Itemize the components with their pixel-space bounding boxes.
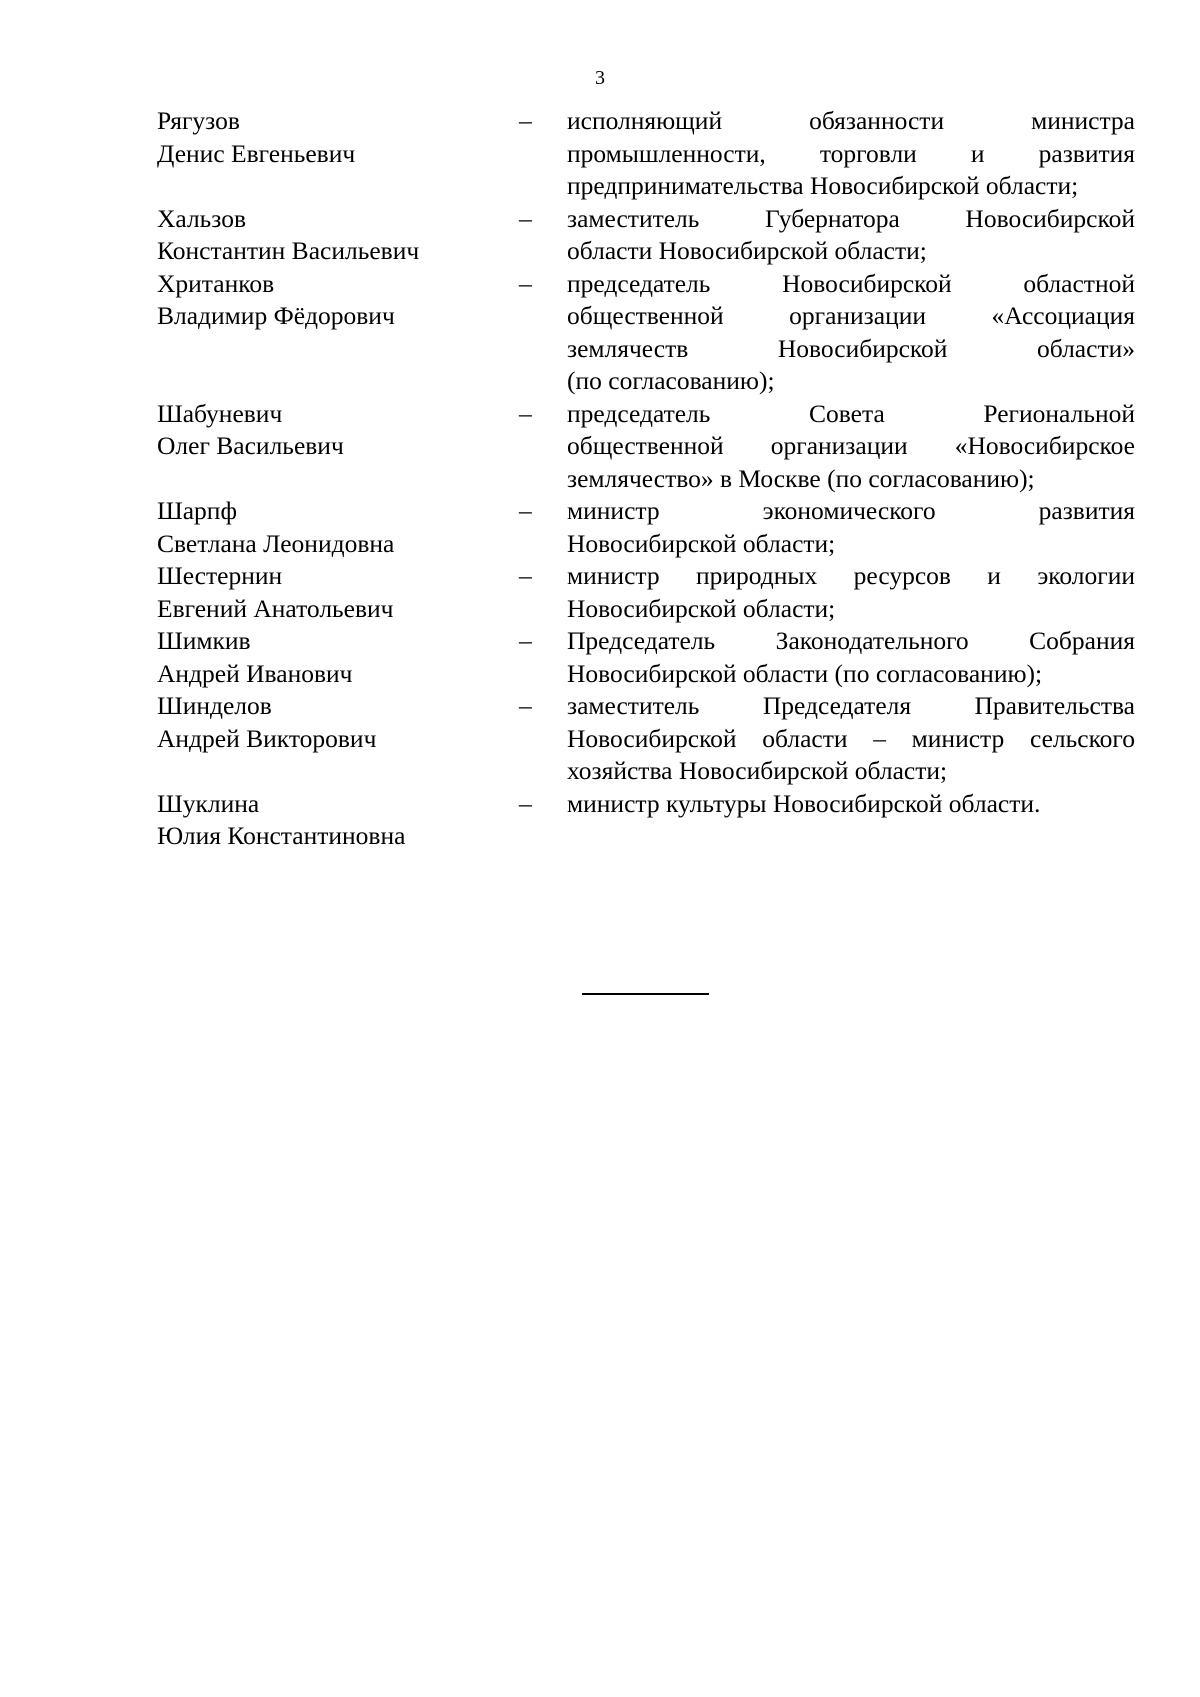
- member-dash: –: [519, 626, 532, 655]
- member-dash: –: [519, 561, 532, 590]
- member-role: [567, 203, 1135, 268]
- member-given-names: Андрей Иванович: [157, 658, 353, 688]
- member-entry: [0, 268, 1200, 398]
- member-role-line: министр культуры Новосибирской области.: [567, 788, 1041, 818]
- member-role-line: исполняющий обязанности министра: [567, 106, 1135, 135]
- member-surname: Рягузов: [157, 106, 240, 135]
- member-role-line: заместитель Председателя Правительства: [567, 691, 1135, 720]
- member-role: [567, 788, 1135, 821]
- member-dash: –: [519, 398, 532, 428]
- member-dash: –: [519, 203, 532, 233]
- member-entry: [0, 788, 1200, 850]
- member-role: [567, 690, 1135, 788]
- member-entry: [0, 203, 1200, 268]
- member-dash: –: [519, 106, 532, 135]
- member-entry: [0, 690, 1200, 788]
- member-surname: Шимкив: [157, 626, 251, 655]
- member-surname: Хританков: [157, 268, 275, 298]
- member-name: [157, 788, 487, 853]
- member-role-line: предпринимательства Новосибирской области;: [567, 171, 1079, 200]
- member-name: [157, 203, 487, 268]
- member-given-names: Светлана Леонидовна: [157, 528, 395, 558]
- member-role-line: Председатель Законодательного Собрания: [567, 626, 1135, 655]
- member-entry: [0, 495, 1200, 560]
- member-role-line: Новосибирской области (по согласованию);: [567, 658, 1043, 688]
- member-role-line: (по согласованию);: [567, 366, 775, 395]
- member-given-names: Константин Васильевич: [157, 236, 420, 265]
- member-given-names: Евгений Анатольевич: [157, 593, 394, 623]
- member-role-line: общественной организации «Ассоциация: [567, 301, 1135, 330]
- member-name: [157, 560, 487, 625]
- member-surname: Шабуневич: [157, 398, 283, 428]
- member-surname: Хальзов: [157, 203, 247, 233]
- member-entry: [0, 398, 1200, 496]
- member-name: [157, 105, 487, 170]
- member-role-line: Новосибирской области;: [567, 528, 836, 558]
- member-dash: –: [519, 788, 532, 818]
- member-given-names: Андрей Викторович: [157, 723, 377, 753]
- member-role-line: хозяйства Новосибирской области;: [567, 756, 948, 785]
- member-role-line: заместитель Губернатора Новосибирской: [567, 203, 1135, 233]
- member-name: [157, 690, 487, 755]
- member-role-line: Новосибирской области;: [567, 593, 836, 623]
- member-role: [567, 560, 1135, 625]
- member-role-line: области Новосибирской области;: [567, 236, 927, 265]
- member-given-names: Юлия Константиновна: [157, 821, 406, 850]
- member-role: [567, 495, 1135, 560]
- member-role: [567, 398, 1135, 496]
- member-role: [567, 105, 1135, 203]
- member-role-line: землячеств Новосибирской области»: [567, 333, 1135, 363]
- member-entry: [0, 105, 1200, 203]
- member-dash: –: [519, 268, 532, 298]
- member-role: [567, 268, 1135, 398]
- member-surname: Шуклина: [157, 788, 260, 818]
- member-name: [157, 625, 487, 690]
- member-role-line: председатель Совета Региональной: [567, 398, 1135, 428]
- member-surname: Шинделов: [157, 691, 272, 720]
- member-role-line: Новосибирской области – министр сельского: [567, 723, 1135, 753]
- member-entry: [0, 625, 1200, 690]
- member-given-names: Денис Евгеньевич: [157, 138, 356, 168]
- members-list: [0, 105, 1200, 850]
- end-divider: [582, 993, 709, 995]
- member-name: [157, 495, 487, 560]
- member-role-line: землячество» в Москве (по согласованию);: [567, 463, 1035, 493]
- member-role-line: министр природных ресурсов и экологии: [567, 561, 1135, 590]
- member-given-names: Владимир Фёдорович: [157, 301, 395, 330]
- member-surname: Шестернин: [157, 561, 283, 590]
- member-role: [567, 625, 1135, 690]
- member-role-line: министр экономического развития: [567, 496, 1135, 525]
- page-number: 3: [595, 67, 605, 89]
- member-name: [157, 268, 487, 333]
- member-name: [157, 398, 487, 463]
- member-surname: Шарпф: [157, 496, 237, 525]
- member-role-line: промышленности, торговли и развития: [567, 138, 1135, 168]
- member-entry: [0, 560, 1200, 625]
- member-role-line: председатель Новосибирской областной: [567, 268, 1135, 298]
- member-role-line: общественной организации «Новосибирское: [567, 431, 1135, 460]
- member-dash: –: [519, 691, 532, 720]
- member-given-names: Олег Васильевич: [157, 431, 344, 460]
- member-dash: –: [519, 496, 532, 525]
